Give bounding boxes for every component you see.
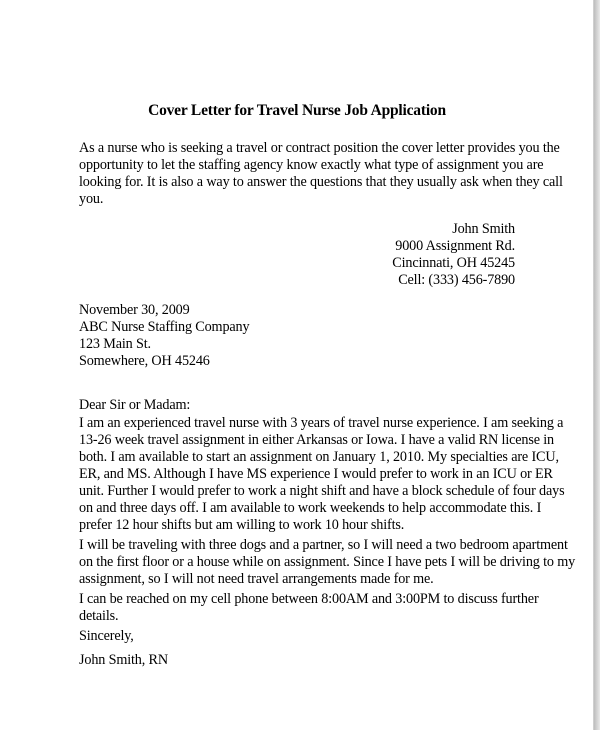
body-line: assignment, so I will not need travel arrangements made for me. — [79, 571, 434, 587]
intro-line: looking for. It is also a way to answer the questions that they usually ask when they call — [79, 174, 563, 190]
page-edge-shadow — [594, 0, 600, 730]
closing: Sincerely, — [79, 628, 134, 644]
intro-line: As a nurse who is seeking a travel or contract position the cover letter provides you the — [79, 140, 560, 156]
sender-address — [392, 221, 515, 289]
recipient-city: Somewhere, OH 45246 — [79, 353, 210, 369]
sender-street: 9000 Assignment Rd. — [395, 238, 515, 254]
body-paragraph-2 — [79, 537, 575, 588]
body-line: I will be traveling with three dogs and a partner, so I will need a two bedroom apartment — [79, 537, 568, 553]
intro-line: you. — [79, 191, 104, 207]
body-line: ER, and MS. Although I have MS experience I would prefer to work in an ICU or ER — [79, 466, 553, 482]
intro-line: opportunity to let the staffing agency know exactly what type of assignment you are — [79, 157, 544, 173]
body-line: I am an experienced travel nurse with 3 years of travel nurse experience. I am seeking a — [79, 415, 564, 431]
sender-city: Cincinnati, OH 45245 — [392, 255, 515, 271]
recipient-company: ABC Nurse Staffing Company — [79, 319, 250, 335]
body-line: I can be reached on my cell phone between 8:00AM and 3:00PM to discuss further — [79, 591, 539, 607]
body-paragraph-1 — [79, 415, 564, 534]
intro-paragraph — [79, 140, 563, 208]
sender-cell: Cell: (333) 456-7890 — [398, 272, 515, 288]
salutation: Dear Sir or Madam: — [79, 397, 191, 413]
body-line: on and three days off. I am available to work weekends to help accommodate this. I — [79, 500, 542, 516]
body-paragraph-3 — [79, 591, 539, 625]
signature: John Smith, RN — [79, 652, 168, 668]
body-line: both. I am available to start an assignment on January 1, 2010. My specialties are ICU, — [79, 449, 559, 465]
body-line: on the first floor or a house while on assignment. Since I have pets I will be driving to my — [79, 554, 576, 570]
body-line: prefer 12 hour shifts but am willing to work 10 hour shifts. — [79, 517, 405, 533]
body-line: unit. Further I would prefer to work a night shift and have a block schedule of four days — [79, 483, 565, 499]
recipient-street: 123 Main St. — [79, 336, 151, 352]
date-and-recipient — [79, 302, 249, 370]
body-line: details. — [79, 608, 119, 624]
letter-date: November 30, 2009 — [79, 302, 190, 318]
sender-name: John Smith — [452, 221, 515, 237]
page-title: Cover Letter for Travel Nurse Job Application — [148, 102, 446, 119]
body-line: 13-26 week travel assignment in either Arkansas or Iowa. I have a valid RN license in — [79, 432, 554, 448]
